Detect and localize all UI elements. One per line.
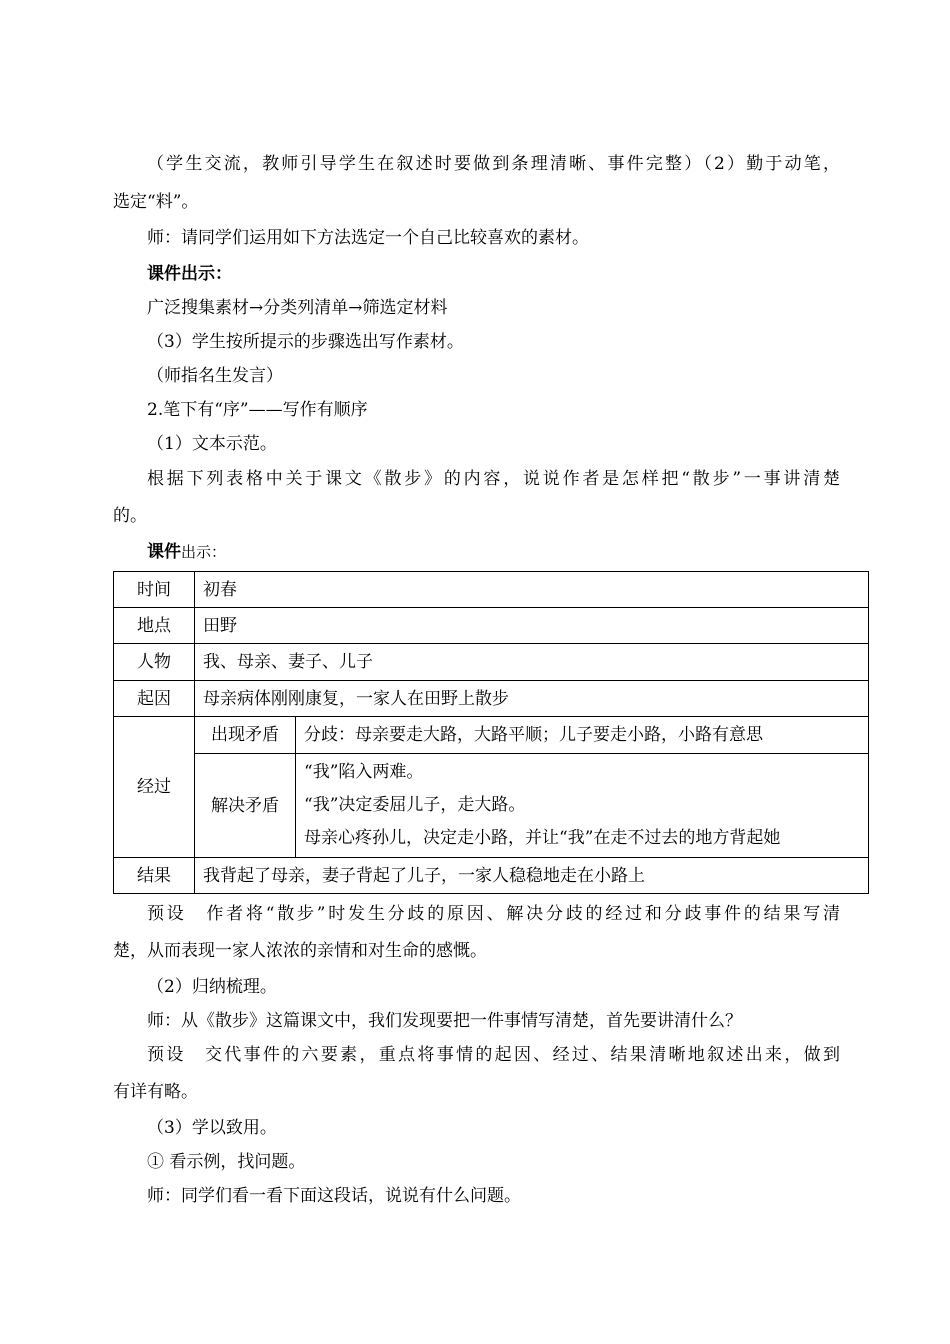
table-row bbox=[114, 754, 869, 858]
paragraph-teacher-question: 师：从《散步》这篇课文中，我们发现要把一件事情写清楚，首先要讲清什么？ bbox=[147, 1011, 742, 1031]
resolve-line: “我”陷入两难。 bbox=[304, 762, 424, 782]
table-cell-value bbox=[296, 754, 869, 858]
table-cell-label: 人物 bbox=[114, 644, 195, 681]
courseware-heading-2 bbox=[147, 540, 226, 564]
paragraph-teacher-look: 师：同学们看一看下面这段话，说说有什么问题。 bbox=[147, 1186, 521, 1206]
paragraph-select-material: 选定“料”。 bbox=[113, 192, 199, 212]
table-row bbox=[114, 681, 869, 717]
paragraph-apply: （3）学以致用。 bbox=[147, 1118, 277, 1138]
paragraph-student-exchange: （学生交流，教师引导学生在叙述时要做到条理清晰、事件完整）（2）勤于动笔， bbox=[147, 154, 840, 174]
table-cell-value: 分歧：母亲要走大路，大路平顺；儿子要走小路，小路有意思 bbox=[296, 717, 869, 754]
paragraph-preset-1-end: 楚，从而表现一家人浓浓的亲情和对生命的感慨。 bbox=[113, 941, 487, 961]
table-cell-label: 起因 bbox=[114, 681, 195, 717]
resolve-line: “我”决定委屈儿子，走大路。 bbox=[304, 795, 526, 815]
walk-story-table bbox=[113, 571, 869, 894]
paragraph-teacher-instruction: 师：请同学们运用如下方法选定一个自己比较喜欢的素材。 bbox=[147, 228, 589, 248]
table-cell-sublabel: 出现矛盾 bbox=[195, 717, 296, 754]
paragraph-preset-1: 预设 作者将“散步”时发生分歧的原因、解决分歧的经过和分歧事件的结果写清 bbox=[147, 904, 840, 924]
table-cell-value: 母亲病体刚刚康复，一家人在田野上散步 bbox=[195, 681, 869, 717]
table-cell-value: 我背起了母亲，妻子背起了儿子，一家人稳稳地走在小路上 bbox=[195, 858, 869, 894]
paragraph-text-demo: （1）文本示范。 bbox=[147, 434, 277, 454]
paragraph-preset-2-end: 有详有略。 bbox=[113, 1082, 198, 1102]
paragraph-step-3: （3）学生按所提示的步骤选出写作素材。 bbox=[147, 332, 464, 352]
table-cell-value: 初春 bbox=[195, 572, 869, 608]
paragraph-summarize: （2）归纳梳理。 bbox=[147, 977, 277, 997]
paragraph-example: ① 看示例，找问题。 bbox=[147, 1152, 306, 1172]
table-row bbox=[114, 717, 869, 754]
table-row bbox=[114, 608, 869, 644]
table-cell-value: 田野 bbox=[195, 608, 869, 644]
table-row bbox=[114, 572, 869, 608]
table-row bbox=[114, 644, 869, 681]
paragraph-method-flow: 广泛搜集素材→分类列清单→筛选定材料 bbox=[147, 298, 448, 318]
table-cell-label: 经过 bbox=[114, 717, 195, 858]
table-cell-label: 地点 bbox=[114, 608, 195, 644]
courseware-heading: 课件出示： bbox=[147, 264, 232, 284]
paragraph-table-intro-end: 的。 bbox=[113, 506, 147, 526]
courseware-bold: 课件 bbox=[147, 542, 181, 562]
table-cell-label: 时间 bbox=[114, 572, 195, 608]
paragraph-table-intro: 根据下列表格中关于课文《散步》的内容，说说作者是怎样把“散步”一事讲清楚 bbox=[147, 469, 840, 489]
table-cell-label: 结果 bbox=[114, 858, 195, 894]
section-heading-order: 2.笔下有“序”——写作有顺序 bbox=[147, 400, 368, 420]
resolve-line: 母亲心疼孙儿，决定走小路，并让“我”在走不过去的地方背起她 bbox=[304, 828, 781, 848]
courseware-rest: 出示： bbox=[181, 543, 227, 561]
paragraph-teacher-calls: （师指名生发言） bbox=[147, 366, 283, 386]
table-cell-value: 我、母亲、妻子、儿子 bbox=[195, 644, 869, 681]
table-row bbox=[114, 858, 869, 894]
paragraph-preset-2: 预设 交代事件的六要素，重点将事情的起因、经过、结果清晰地叙述出来，做到 bbox=[147, 1045, 840, 1065]
table-cell-sublabel: 解决矛盾 bbox=[195, 754, 296, 858]
